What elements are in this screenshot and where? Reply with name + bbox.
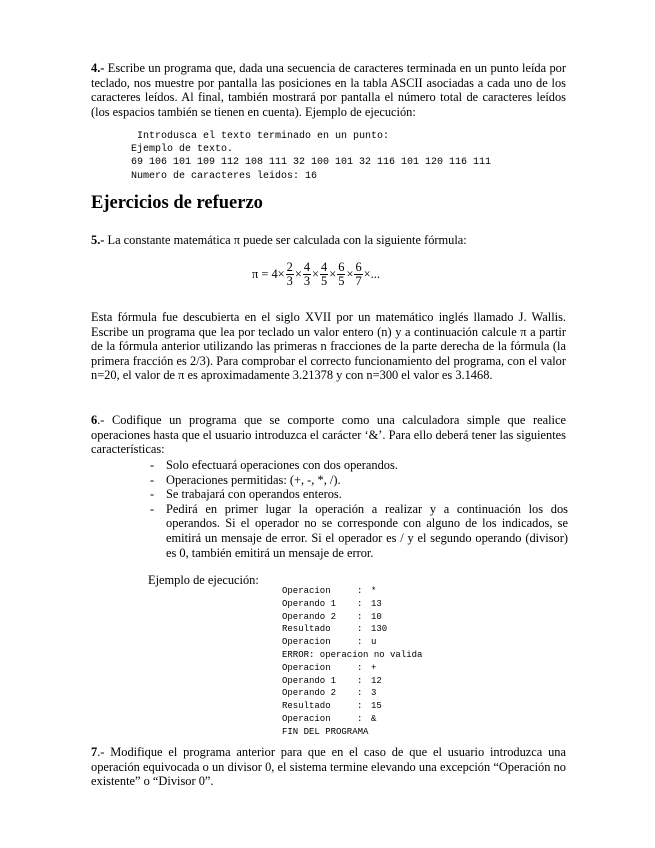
exercise-4-paragraph	[91, 61, 566, 119]
run-line: Operacion : +	[282, 662, 377, 673]
exercise-4-sample-output: Introdusca el texto terminado en un punto: Ejemplo de texto. 69 106 101 109 112 108 111 32 100 101 32 116 101 120 116 111 Numero de caracteres leidos: 16	[131, 131, 492, 182]
formula-fraction-5: $\frac{6}{7}$	[355, 260, 362, 288]
exercise-6-text: .- Codifique un programa que se comporte como una calculadora simple que realice operaciones hasta que el usuario introduzca el carácter ‘&’. Para ello deberá tener las siguientes características:	[91, 413, 566, 457]
exercise-5-intro	[91, 233, 566, 248]
calculator-run-output	[282, 585, 422, 739]
formula-fraction-3: $\frac{4}{5}$	[321, 260, 328, 288]
exercise-5-number: 5.-	[91, 233, 105, 247]
formula-times-sign: ×	[346, 267, 354, 281]
run-line: Operacion : *	[282, 586, 377, 596]
exercise-4-text: Escribe un programa que, dada una secuencia de caracteres terminada en un punto leída por teclado, nos muestre por pantalla las posiciones en la tabla ASCII asociadas a cada uno de los caracteres leídos. Al final, también mostrará por pantalla el número total de caracteres leídos (los espacios también se tienen en cuenta). Ejemplo de ejecución:	[91, 61, 566, 119]
formula-fraction-4: $\frac{6}{5}$	[338, 260, 345, 288]
exercise-5-intro-text: La constante matemática π puede ser calculada con la siguiente fórmula:	[104, 233, 467, 247]
formula-tail: ×...	[363, 267, 380, 281]
wallis-formula	[252, 261, 380, 295]
exercise-6-features	[150, 458, 568, 560]
run-line: Operando 1 : 12	[282, 675, 382, 686]
feature-item: - Solo efectuará operaciones con dos operandos.	[150, 458, 398, 472]
example-label: Ejemplo de ejecución:	[148, 573, 259, 587]
feature-item: - Operaciones permitidas: (+, -, *, /).	[150, 472, 341, 487]
run-line: Resultado : 130	[282, 624, 388, 635]
exercise-5-body: Esta fórmula fue descubierta en el siglo XVII por un matemático inglés llamado J. Wallis. Escribe un programa que lea por teclado un valor entero (n) y a continuación calcule π a partir de la fórmula anterior utilizando las primeras n fracciones de la parte derecha de la fórmula (la primera fracción es 2/3). Para comprobar el correcto funcionamiento del programa, con el valor n=20, el valor de π es aproximadamente 3.21378 y con n=300 el valor es 3.1468.	[91, 310, 566, 383]
run-line: Resultado : 15	[282, 701, 382, 712]
section-title: Ejercicios de refuerzo	[91, 193, 263, 213]
run-line: Operacion : u	[282, 637, 377, 648]
exercise-6-number: 6	[91, 413, 98, 427]
formula-times-sign: ×	[312, 267, 320, 281]
feature-item: - Pedirá en primer lugar la operación a realizar y a continuación los dos operandos. Si el operador no se corresponde con alguno de los indicados, se emitirá un mensaje de error. Si el operador es / y el segundo operando (divisor) es 0, también emitirá un mensaje de error.	[150, 501, 568, 560]
formula-times-sign: ×	[294, 267, 302, 281]
run-line: Operando 2 : 10	[282, 611, 382, 622]
exercise-7-number: 7	[91, 745, 98, 759]
formula-times-sign: ×	[329, 267, 337, 281]
run-line-end: FIN DEL PROGRAMA	[282, 726, 369, 737]
formula-lhs: π = 4×	[252, 267, 285, 281]
exercise-7-paragraph	[91, 745, 566, 789]
run-line: Operando 2 : 3	[282, 688, 377, 699]
run-line: Operacion : &	[282, 713, 377, 724]
run-line-error: ERROR: operacion no valida	[282, 649, 423, 660]
exercise-4-number: 4.-	[91, 61, 105, 75]
feature-item: - Se trabajará con operandos enteros.	[150, 487, 342, 502]
formula-fraction-2: $\frac{4}{3}$	[303, 260, 311, 288]
exercise-7-text: .- Modifique el programa anterior para que en el caso de que el usuario introduzca una operación equivocada o un divisor 0, el sistema termine elevando una excepción “Operación no existente” o “Divisor 0”.	[91, 745, 566, 789]
formula-fraction-1: $\frac{2}{3}$	[286, 260, 293, 288]
run-line: Operando 1 : 13	[282, 598, 382, 609]
exercise-6-paragraph	[91, 413, 566, 457]
